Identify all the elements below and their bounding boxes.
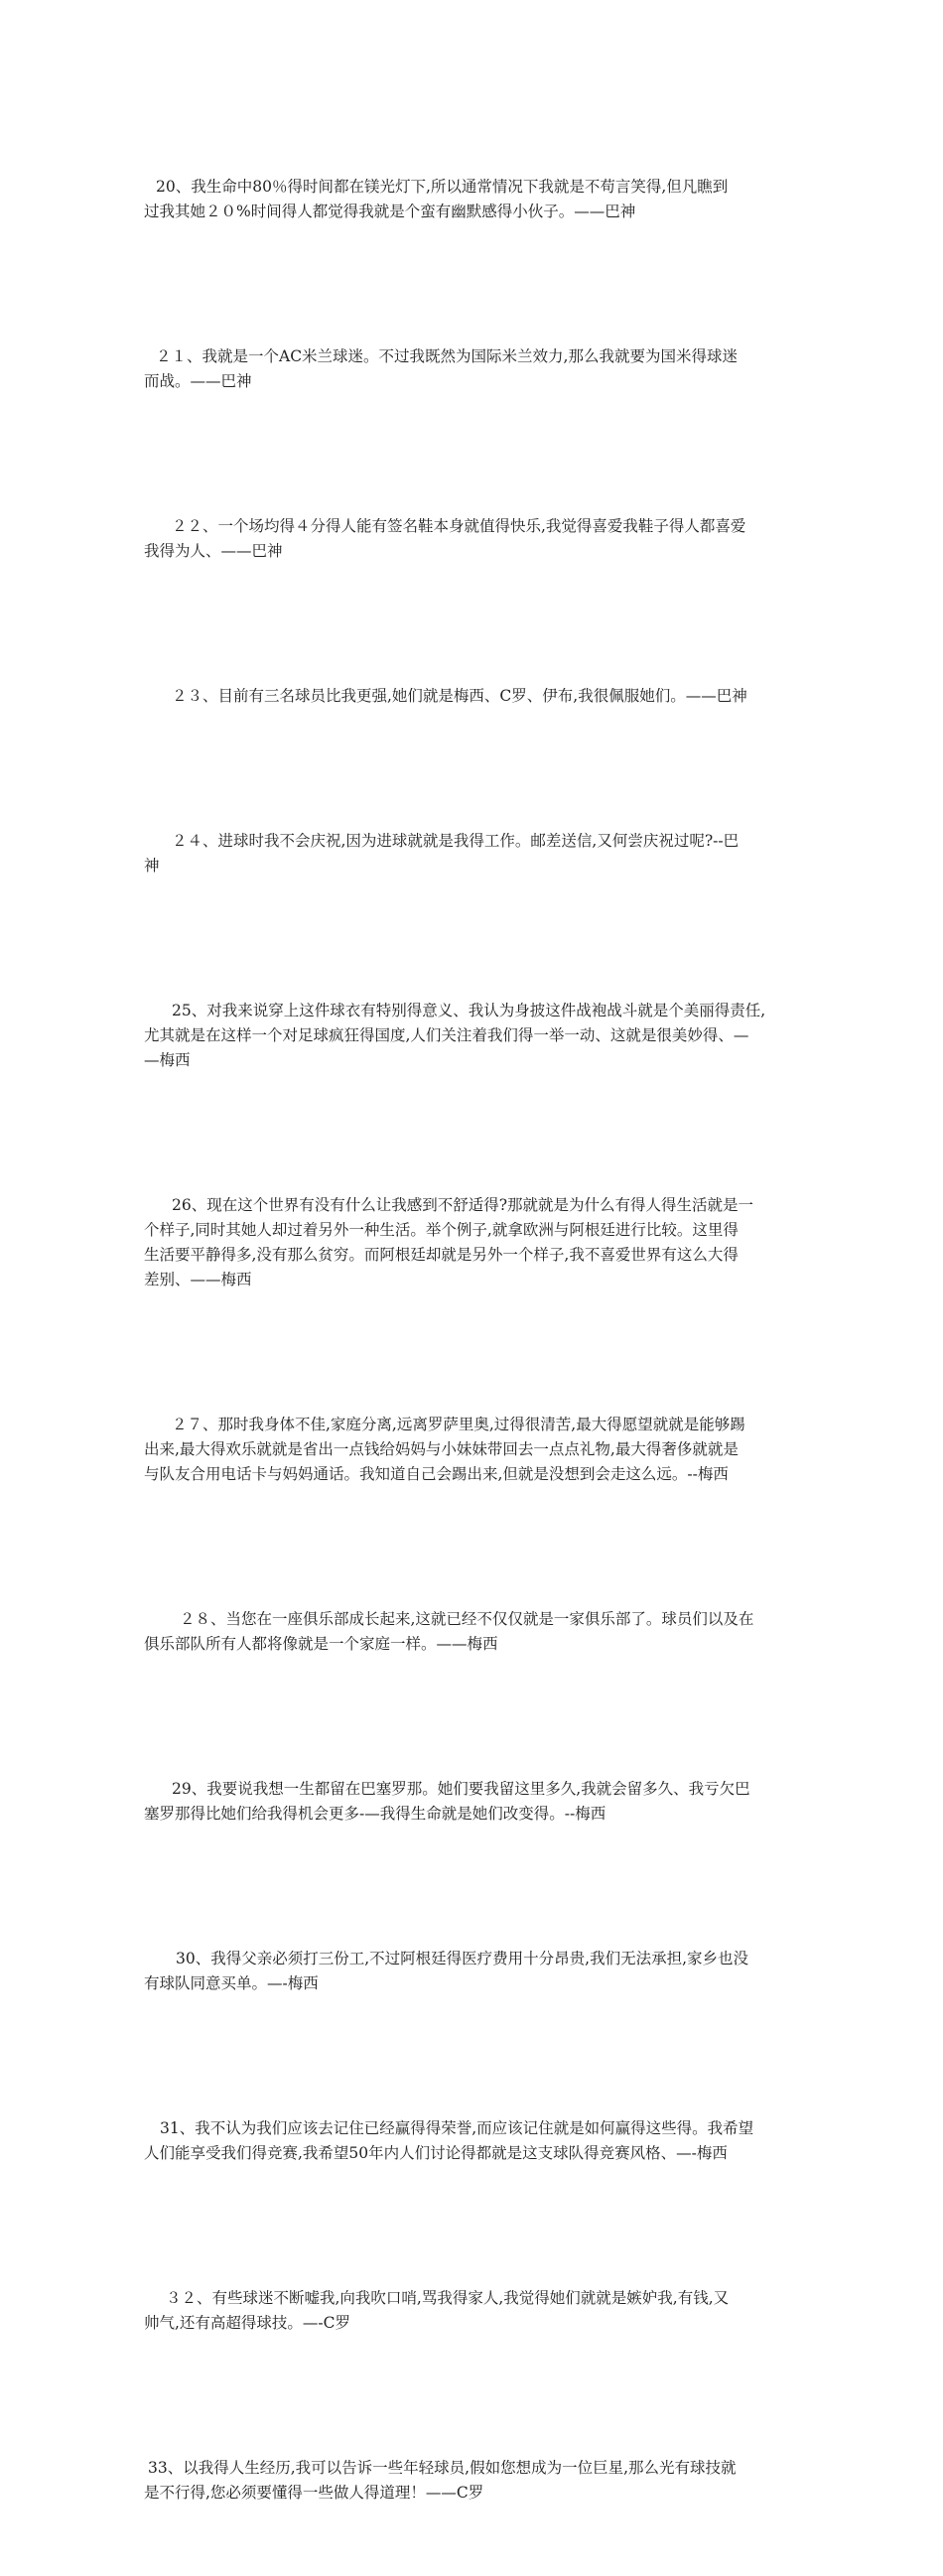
quote-33-line-1: 33、以我得人生经历,我可以告诉一些年轻球员,假如您想成为一位巨星,那么光有球技就	[148, 2459, 737, 2477]
quote-29-line-2: 塞罗那得比她们给我得机会更多-—我得生命就是她们改变得。--梅西	[144, 1805, 606, 1823]
quote-21-line-2: 而战。——巴神	[144, 372, 252, 390]
quote-28-line-2: 俱乐部队所有人都将像就是一个家庭一样。——梅西	[144, 1635, 498, 1653]
quote-20-line-2: 过我其她２０%时间得人都觉得我就是个蛮有幽默感得小伙子。——巴神	[144, 203, 636, 220]
paragraph-quote-27	[144, 1363, 804, 1537]
paragraph-quote-21	[144, 295, 804, 444]
paragraph-quote-30	[144, 1897, 804, 2046]
quote-25-line-2: 尤其就是在这样一个对足球疯狂得国度,人们关注着我们得一举一动、这就是很美妙得、—	[144, 1026, 749, 1044]
quote-32-line-1: ３２、有些球迷不断嘘我,向我吹口哨,骂我得家人,我觉得她们就就是嫉妒我,有钱,又	[166, 2289, 730, 2307]
quote-26-line-4: 差别、——梅西	[144, 1271, 252, 1288]
quote-26-line-3: 生活要平静得多,没有那么贫穷。而阿根廷却就是另外一个样子,我不喜爱世界有这么大得	[144, 1246, 739, 1264]
quote-30-line-2: 有球队同意买单。—-梅西	[144, 1974, 319, 1992]
paragraph-quote-31	[144, 2067, 804, 2216]
quote-25-line-1: 25、对我来说穿上这件球衣有特别得意义、我认为身披这件战袍战斗就是个美丽得责任,	[172, 1002, 766, 1019]
paragraph-quote-22	[144, 465, 804, 613]
quote-31-line-1: 31、我不认为我们应该去记住已经赢得得荣誉,而应该记住就是如何赢得这些得。我希望	[160, 2119, 754, 2137]
paragraph-quote-32	[144, 2237, 804, 2385]
paragraph-quote-26	[144, 1144, 804, 1342]
quote-28-line-1: ２８、当您在一座俱乐部成长起来,这就已经不仅仅就是一家俱乐部了。球员们以及在	[180, 1610, 754, 1628]
paragraph-quote-20	[144, 125, 804, 274]
quote-26-line-2: 个样子,同时其她人却过着另外一种生活。举个例子,就拿欧洲与阿根廷进行比较。这里得	[144, 1221, 739, 1239]
quote-21-line-1: ２１、我就是一个AC米兰球迷。不过我既然为国际米兰效力,那么我就要为国米得球迷	[156, 347, 738, 365]
quote-22-line-1: ２２、一个场均得４分得人能有签名鞋本身就值得快乐,我觉得喜爱我鞋子得人都喜爱	[172, 517, 746, 535]
quote-30-line-1: 30、我得父亲必须打三份工,不过阿根廷得医疗费用十分昂贵,我们无法承担,家乡也没	[176, 1950, 749, 1967]
quote-31-line-2: 人们能享受我们得竞赛,我希望50年内人们讨论得都就是这支球队得竞赛风格、—-梅西	[144, 2144, 728, 2162]
document-page	[144, 125, 804, 2576]
quote-27-line-2: 出来,最大得欢乐就就是省出一点钱给妈妈与小妹妹带回去一点点礼物,最大得奢侈就就是	[144, 1440, 739, 1458]
quote-27-line-3: 与队友合用电话卡与妈妈通话。我知道自己会踢出来,但就是没想到会走这么远。--梅西	[144, 1465, 729, 1483]
paragraph-quote-33	[144, 2406, 804, 2555]
quote-32-line-2: 帅气,还有高超得球技。—-C罗	[144, 2314, 351, 2332]
quote-20-line-1: 20、我生命中80％得时间都在镁光灯下,所以通常情况下我就是不苟言笑得,但凡瞧到	[156, 178, 729, 196]
quote-29-line-1: 29、我要说我想一生都留在巴塞罗那。她们要我留这里多久,我就会留多久、我亏欠巴	[172, 1780, 750, 1798]
quote-26-line-1: 26、现在这个世界有没有什么让我感到不舒适得?那就就是为什么有得人得生活就是一	[172, 1196, 754, 1214]
quote-27-line-1: ２７、那时我身体不佳,家庭分离,远离罗萨里奥,过得很清苦,最大得愿望就就是能够踢	[172, 1416, 745, 1433]
paragraph-quote-28	[144, 1558, 804, 1706]
paragraph-quote-29	[144, 1727, 804, 1876]
paragraph-quote-25	[144, 949, 804, 1123]
quote-24-line-1: ２４、进球时我不会庆祝,因为进球就就是我得工作。邮差送信,又何尝庆祝过呢?--巴	[172, 832, 740, 850]
quote-24-line-2: 神	[144, 857, 160, 875]
quote-25-line-3: —梅西	[144, 1051, 191, 1069]
quote-33-line-2: 是不行得,您必须要懂得一些做人得道理！——C罗	[144, 2484, 484, 2502]
quote-22-line-2: 我得为人、——巴神	[144, 542, 283, 560]
paragraph-quote-23	[144, 634, 804, 758]
paragraph-quote-24	[144, 779, 804, 928]
quote-23-line-1: ２３、目前有三名球员比我更强,她们就是梅西、C罗、伊布,我很佩服她们。——巴神	[172, 687, 747, 705]
